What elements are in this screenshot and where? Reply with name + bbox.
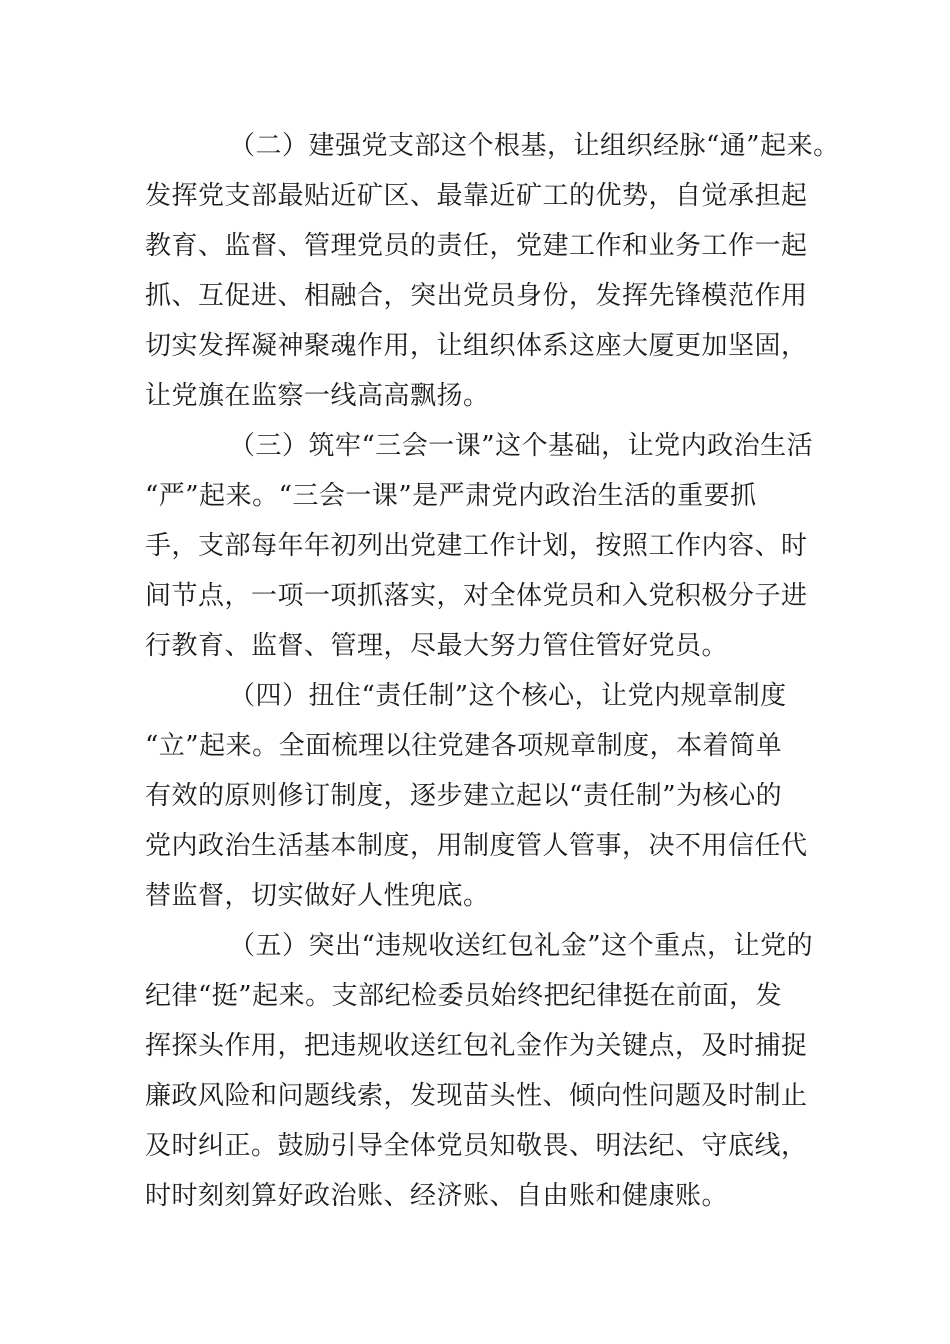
paragraph-5-heading-line: （五）突出“违规收送红包礼金”这个重点，让党的 xyxy=(229,931,814,961)
text-line: “立”起来。全面梳理以往党建各项规章制度，本着简单 xyxy=(145,731,783,761)
text-line: 廉政风险和问题线索，发现苗头性、倾向性问题及时制止 xyxy=(145,1081,808,1111)
text-line: 间节点，一项一项抓落实，对全体党员和入党积极分子进 xyxy=(145,581,808,611)
paragraph-4-heading-line: （四）扭住“责任制”这个核心，让党内规章制度 xyxy=(229,681,787,711)
text-line: 发挥党支部最贴近矿区、最靠近矿工的优势，自觉承担起 xyxy=(145,181,808,211)
text-line: 时时刻刻算好政治账、经济账、自由账和健康账。 xyxy=(145,1181,729,1211)
paragraph-2-heading-line: （二）建强党支部这个根基，让组织经脉“通”起来。 xyxy=(229,131,840,161)
text-line: 有效的原则修订制度，逐步建立起以“责任制”为核心的 xyxy=(145,781,783,811)
text-line: 抓、互促进、相融合，突出党员身份，发挥先锋模范作用 xyxy=(145,281,808,311)
text-line: “严”起来。“三会一课”是严肃党内政治生活的重要抓 xyxy=(145,481,757,511)
paragraph-3-heading-line: （三）筑牢“三会一课”这个基础，让党内政治生活 xyxy=(229,431,814,461)
text-line: 切实发挥凝神聚魂作用，让组织体系这座大厦更加坚固， xyxy=(145,331,808,361)
text-line: 让党旗在监察一线高高飘扬。 xyxy=(145,381,490,411)
text-line: 党内政治生活基本制度，用制度管人管事，决不用信任代 xyxy=(145,831,808,861)
text-line: 行教育、监督、管理，尽最大努力管住管好党员。 xyxy=(145,631,729,661)
text-line: 挥探头作用，把违规收送红包礼金作为关键点，及时捕捉 xyxy=(145,1031,808,1061)
text-line: 教育、监督、管理党员的责任，党建工作和业务工作一起 xyxy=(145,231,808,261)
text-line: 及时纠正。鼓励引导全体党员知敬畏、明法纪、守底线， xyxy=(145,1131,808,1161)
text-line: 纪律“挺”起来。支部纪检委员始终把纪律挺在前面，发 xyxy=(145,981,783,1011)
text-line: 替监督，切实做好人性兜底。 xyxy=(145,881,490,911)
text-line: 手，支部每年年初列出党建工作计划，按照工作内容、时 xyxy=(145,531,808,561)
